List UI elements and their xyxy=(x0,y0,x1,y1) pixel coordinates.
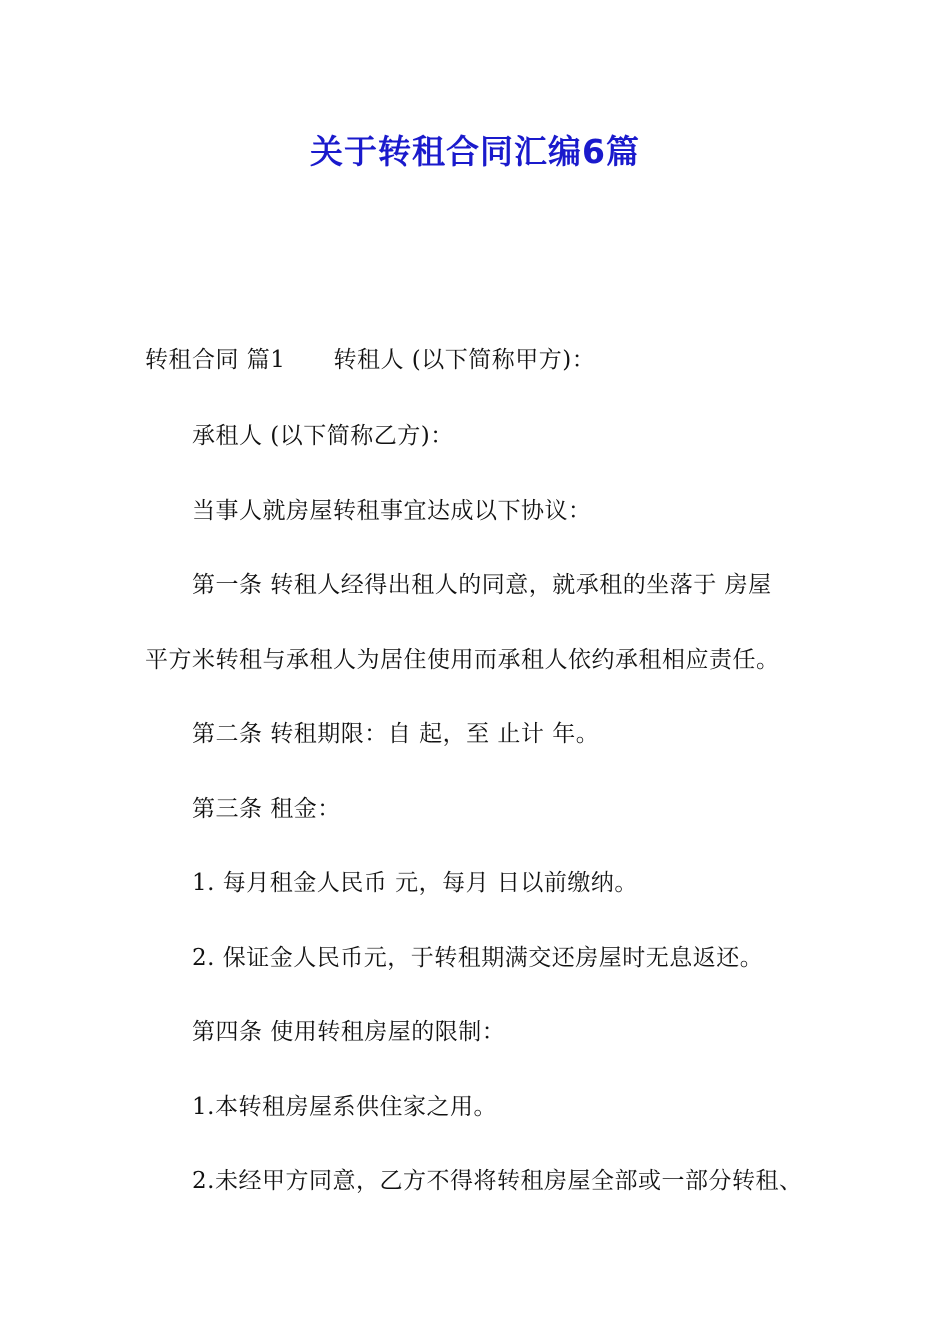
paragraph-line: 第一条 转租人经得出租人的同意，就承租的坐落于 房屋 xyxy=(192,572,772,598)
section-first-line xyxy=(145,344,595,376)
paragraph-line: 1.本转租房屋系供住家之用。 xyxy=(192,1094,497,1120)
sublessor-line: 转租人 (以下简称甲方)： xyxy=(333,347,596,373)
paragraph-line: 第二条 转租期限：自 起，至 止计 年。 xyxy=(192,721,600,747)
paragraph-line: 承租人 (以下简称乙方)： xyxy=(192,423,454,449)
paragraph-line: 1. 每月租金人民币 元，每月 日以前缴纳。 xyxy=(192,870,638,896)
paragraph-line: 平方米转租与承租人为居住使用而承租人依约承租相应责任。 xyxy=(145,647,780,673)
paragraph-line: 2.未经甲方同意，乙方不得将转租房屋全部或一部分转租、 xyxy=(192,1168,803,1194)
paragraph-line: 2. 保证金人民币元，于转租期满交还房屋时无息返还。 xyxy=(192,945,764,971)
section-heading: 转租合同 篇1 xyxy=(145,347,286,373)
paragraph-line: 当事人就房屋转租事宜达成以下协议： xyxy=(192,498,592,524)
paragraph-line: 第四条 使用转租房屋的限制： xyxy=(192,1019,506,1045)
document-title: 关于转租合同汇编6篇 xyxy=(310,132,640,171)
paragraph-line: 第三条 租金： xyxy=(192,796,341,822)
